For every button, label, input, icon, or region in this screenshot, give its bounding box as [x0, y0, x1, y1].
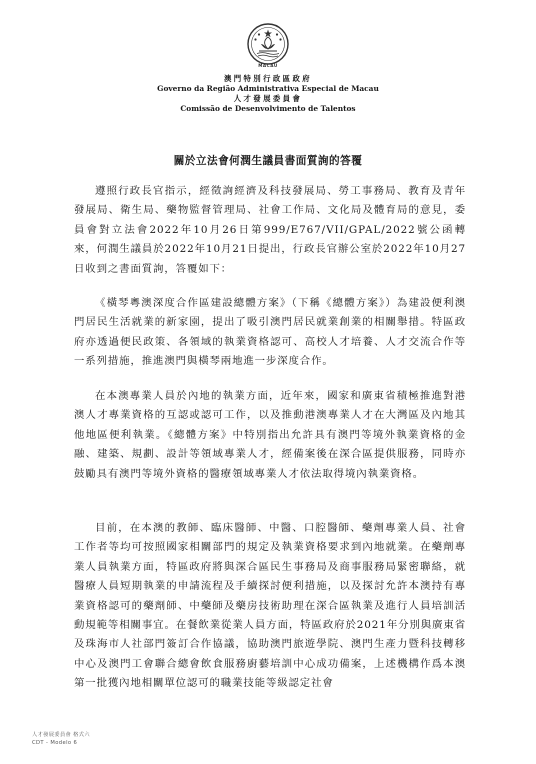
- department-name-portuguese: Comissão de Desenvolvimento de Talentos: [180, 104, 356, 113]
- paragraph-professional-practice: 在本澳專業人員於內地的執業方面，近年來，國家和廣東省積極推進對港澳人才專業資格的互認或認可工作，以及推動港澳專業人才在大灣區及內地其他地區便利執業。《總體方案》中特別指出允許具有澳門等境外執業資格的金融、建築、規劃、設計等領域專業人才，經備案後在深合區提供服務，同時亦鼓勵具有澳門等境外資格的醫療領域專業人才依法取得境內執業資格。: [74, 390, 466, 480]
- paragraph-general-plan: 《橫琴粵澳深度合作區建設總體方案》（下稱《總體方案》）為建設便利澳門居民生活就業的新家園，提出了吸引澳門居民就業創業的相關舉措。特區政府亦透過便民政策、各領域的執業資格認可、高校人才培養、人才交流合作等一系列措施，推進澳門與橫琴兩地進一步深度合作。: [74, 297, 466, 368]
- footer-form-code-portuguese: CDT - Modelo 6: [32, 740, 78, 746]
- emblem-caption: MACAU: [258, 63, 278, 68]
- government-name-chinese: 澳門特別行政區政府: [223, 74, 313, 83]
- department-name-chinese: 人才發展委員會: [233, 94, 303, 103]
- macau-emblem: [244, 22, 292, 74]
- document-title: 關於立法會何潤生議員書面質詢的答覆: [173, 155, 363, 167]
- government-name-portuguese: Governo da Região Administrativa Especial de Macau: [157, 84, 379, 93]
- footer-form-code-chinese: 人才發展委員會 格式六: [32, 732, 90, 738]
- paragraph-current-measures: 目前，在本澳的教師、臨床醫師、中醫、口腔醫師、藥劑專業人員、社會工作者等均可按照國家相關部門的規定及執業資格要求到內地就業。在藥劑專業人員執業方面，特區政府將與深合區民生事務局及商事服務局緊密聯絡，就醫療人員短期執業的申請流程及手續探討便利措施，以及探討允許本澳持有專業資格認可的藥劑師、中藥師及藥房技術助理在深合區執業及進行人員培訓活動規範等相關事宜。在餐飲業從業人員方面，特區政府於2021年分別與廣東省及珠海市人社部門簽訂合作協議，協助澳門旅遊學院、澳門生產力暨科技轉移中心及澳門工會聯合總會飲食服務廚藝培訓中心成功備案，上述機構作爲本澳第一批獲內地相關單位認可的職業技能等級認定社會: [74, 522, 466, 690]
- page-footer: [32, 731, 90, 747]
- paragraph-intro: 遵照行政長官指示，經徵詢經濟及科技發展局、勞工事務局、教育及青年發展局、衛生局、藥物監督管理局、社會工作局、文化局及體育局的意見，委員會對立法會2022年10月26日第999/E767/VII/GPAL/2022號公函轉來，何潤生議員於2022年10月21日提出，行政長官辦公室於2022年10月27日收到之書面質詢，答覆如下：: [74, 185, 466, 275]
